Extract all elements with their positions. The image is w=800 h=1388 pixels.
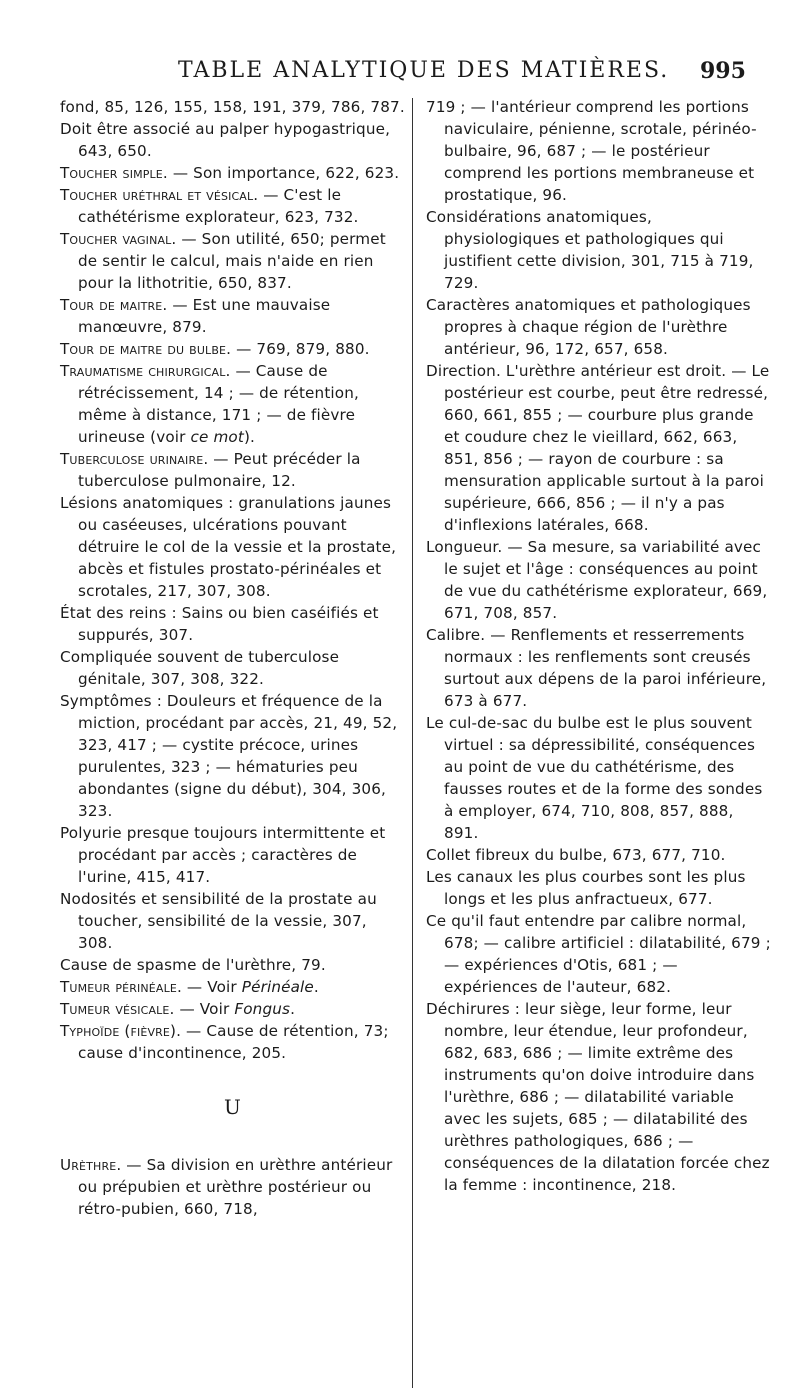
entry-text: — Son utilité, 650; permet de sentir le calcul, mais n'aide en rien pour la lithotritie, 650, 837. <box>78 230 386 292</box>
entry-heading: Tour de maitre. <box>60 296 168 314</box>
index-entry <box>60 338 405 360</box>
entry-reference: ce mot <box>190 428 244 446</box>
left-column <box>60 96 405 1220</box>
entry-text: 719 ; — l'antérieur comprend les portions naviculaire, pénienne, scrotale, périnéo-bulbaire, 96, 687 ; — le postérieur comprend les portions membraneuse et prostatique, 96. <box>426 98 757 204</box>
entry-reference: Fongus <box>234 1000 291 1018</box>
entry-text: — Voir <box>181 978 242 996</box>
entry-text: — C'est le cathétérisme explorateur, 623, 732. <box>78 186 359 226</box>
right-column <box>426 96 771 1196</box>
entry-text: Longueur. — Sa mesure, sa variabilité avec le sujet et l'âge : conséquences au point de vue du cathétérisme explorateur, 669, 671, 708, 857. <box>426 538 768 622</box>
index-entry <box>60 822 405 888</box>
index-entry <box>426 96 771 206</box>
entry-text: Cause de spasme de l'urèthre, 79. <box>60 956 326 974</box>
index-entry <box>60 96 405 118</box>
index-entry <box>426 998 771 1196</box>
index-entry <box>426 360 771 536</box>
entry-text: Doit être associé au palper hypogastrique, 643, 650. <box>60 120 391 160</box>
index-entry <box>60 1154 405 1220</box>
entry-text: ). <box>243 428 256 446</box>
index-entry <box>426 712 771 844</box>
index-entry <box>60 448 405 492</box>
entry-heading: Tumeur périnéale. <box>60 978 182 996</box>
entry-heading: Toucher uréthral et vésical. <box>60 186 259 204</box>
entry-text: — Voir <box>174 1000 235 1018</box>
entry-text: — Sa division en urèthre antérieur ou prépubien et urèthre postérieur ou rétro-pubien, 660, 718, <box>78 1156 393 1218</box>
entry-text: Considérations anatomiques, physiologiques et pathologiques qui justifient cette division, 301, 715 à 719, 729. <box>426 208 754 292</box>
entry-text: — Est une mauvaise manœuvre, 879. <box>78 296 331 336</box>
index-entry <box>426 844 771 866</box>
index-entry <box>426 910 771 998</box>
index-entry <box>60 492 405 602</box>
index-entry <box>60 118 405 162</box>
index-entry <box>426 866 771 910</box>
entry-heading: Tuberculose urinaire. <box>60 450 209 468</box>
entry-text: État des reins : Sains ou bien caséifiés et suppurés, 307. <box>60 604 379 644</box>
index-entry <box>60 646 405 690</box>
entry-text: Le cul-de-sac du bulbe est le plus souvent virtuel : sa dépressibilité, conséquences au point de vue du cathétérisme, des fausses routes et de la forme des sondes à employer, 674, 710, 808, 857, 888, 891. <box>426 714 763 842</box>
entry-heading: Urèthre. <box>60 1156 122 1174</box>
index-entry <box>60 690 405 822</box>
index-entry <box>60 162 405 184</box>
index-entry <box>60 294 405 338</box>
entry-text: — Cause de rétention, 73; cause d'incontinence, 205. <box>78 1022 389 1062</box>
entry-text: Caractères anatomiques et pathologiques propres à chaque région de l'urèthre antérieur, 96, 172, 657, 658. <box>426 296 751 358</box>
entry-text: fond, 85, 126, 155, 158, 191, 379, 786, 787. <box>60 98 405 116</box>
entry-reference: Périnéale <box>241 978 314 996</box>
entry-text: — Peut précéder la tuberculose pulmonaire, 12. <box>78 450 361 490</box>
entry-text: Lésions anatomiques : granulations jaunes ou caséeuses, ulcérations pouvant détruire le col de la vessie et la prostate, abcès et fistules prostato-périnéales et scrotales, 217, 307, 308. <box>60 494 397 600</box>
entry-text: . <box>290 1000 296 1018</box>
entry-text: Collet fibreux du bulbe, 673, 677, 710. <box>426 846 726 864</box>
index-entry <box>60 954 405 976</box>
entry-text: Direction. L'urèthre antérieur est droit. — Le postérieur est courbe, peut être redressé, 660, 661, 855 ; — courbure plus grande et coudure chez le vieillard, 662, 663, 851, 856 ; — rayon de courbure : sa mensuration applicable surtout à la paroi supérieure, 666, 856 ; — il n'y a pas d'inflexions latérales, 668. <box>426 362 770 534</box>
running-title: TABLE ANALYTIQUE DES MATIÈRES. <box>178 58 670 83</box>
entry-text: Symptômes : Douleurs et fréquence de la miction, procédant par accès, 21, 49, 52, 323, 417 ; — cystite précoce, urines purulentes, 323 ; — hématuries peu abondantes (signe du début), 304, 306, 323. <box>60 692 398 820</box>
entry-text: Ce qu'il faut entendre par calibre normal, 678; — calibre artificiel : dilatabilité, 679 ; — expériences d'Otis, 681 ; — expériences de l'auteur, 682. <box>426 912 771 996</box>
page-number: 995 <box>700 58 746 84</box>
entry-heading: Toucher simple. <box>60 164 168 182</box>
entry-heading: Tumeur vésicale. <box>60 1000 175 1018</box>
index-entry <box>60 360 405 448</box>
index-entry <box>60 184 405 228</box>
entry-text: — 769, 879, 880. <box>231 340 370 358</box>
entry-heading: Tour de maitre du bulbe. <box>60 340 232 358</box>
entry-text: Nodosités et sensibilité de la prostate au toucher, sensibilité de la vessie, 307, 308. <box>60 890 377 952</box>
entry-text: Polyurie presque toujours intermittente et procédant par accès ; caractères de l'urine, 415, 417. <box>60 824 386 886</box>
page-header <box>0 58 800 88</box>
index-entry <box>60 228 405 294</box>
section-letter: U <box>223 1095 241 1119</box>
entry-text: Calibre. — Renflements et resserrements normaux : les renflements sont creusés surtout aux dépens de la paroi inférieure, 673 à 677. <box>426 626 767 710</box>
entry-text: Déchirures : leur siège, leur forme, leur nombre, leur étendue, leur profondeur, 682, 683, 686 ; — limite extrême des instruments qu'on doive introduire dans l'urèthre, 686 ; — dilatabilité variable avec les sujets, 685 ; — dilatabilité des urèthres pathologiques, 686 ; — conséquences de la dilatation forcée chez la femme : incontinence, 218. <box>426 1000 770 1194</box>
entry-heading: Typhoïde (fièvre). <box>60 1022 182 1040</box>
entry-heading: Toucher vaginal. <box>60 230 177 248</box>
index-entry <box>426 206 771 294</box>
entry-text: Compliquée souvent de tuberculose génitale, 307, 308, 322. <box>60 648 340 688</box>
entry-text: — Son importance, 622, 623. <box>167 164 400 182</box>
entry-text: Les canaux les plus courbes sont les plus longs et les plus anfractueux, 677. <box>426 868 746 908</box>
index-entry <box>60 888 405 954</box>
index-entry <box>60 976 405 998</box>
column-divider <box>412 98 413 1388</box>
entry-heading: Traumatisme chirurgical. <box>60 362 231 380</box>
index-entry <box>60 998 405 1020</box>
index-entry <box>60 602 405 646</box>
index-entry <box>426 294 771 360</box>
index-entry <box>60 1020 405 1064</box>
entry-text: — Cause de rétrécissement, 14 ; — de rétention, même à distance, 171 ; — de fièvre urineuse (voir <box>78 362 359 446</box>
entry-text: . <box>313 978 319 996</box>
index-entry <box>426 624 771 712</box>
index-entry <box>426 536 771 624</box>
